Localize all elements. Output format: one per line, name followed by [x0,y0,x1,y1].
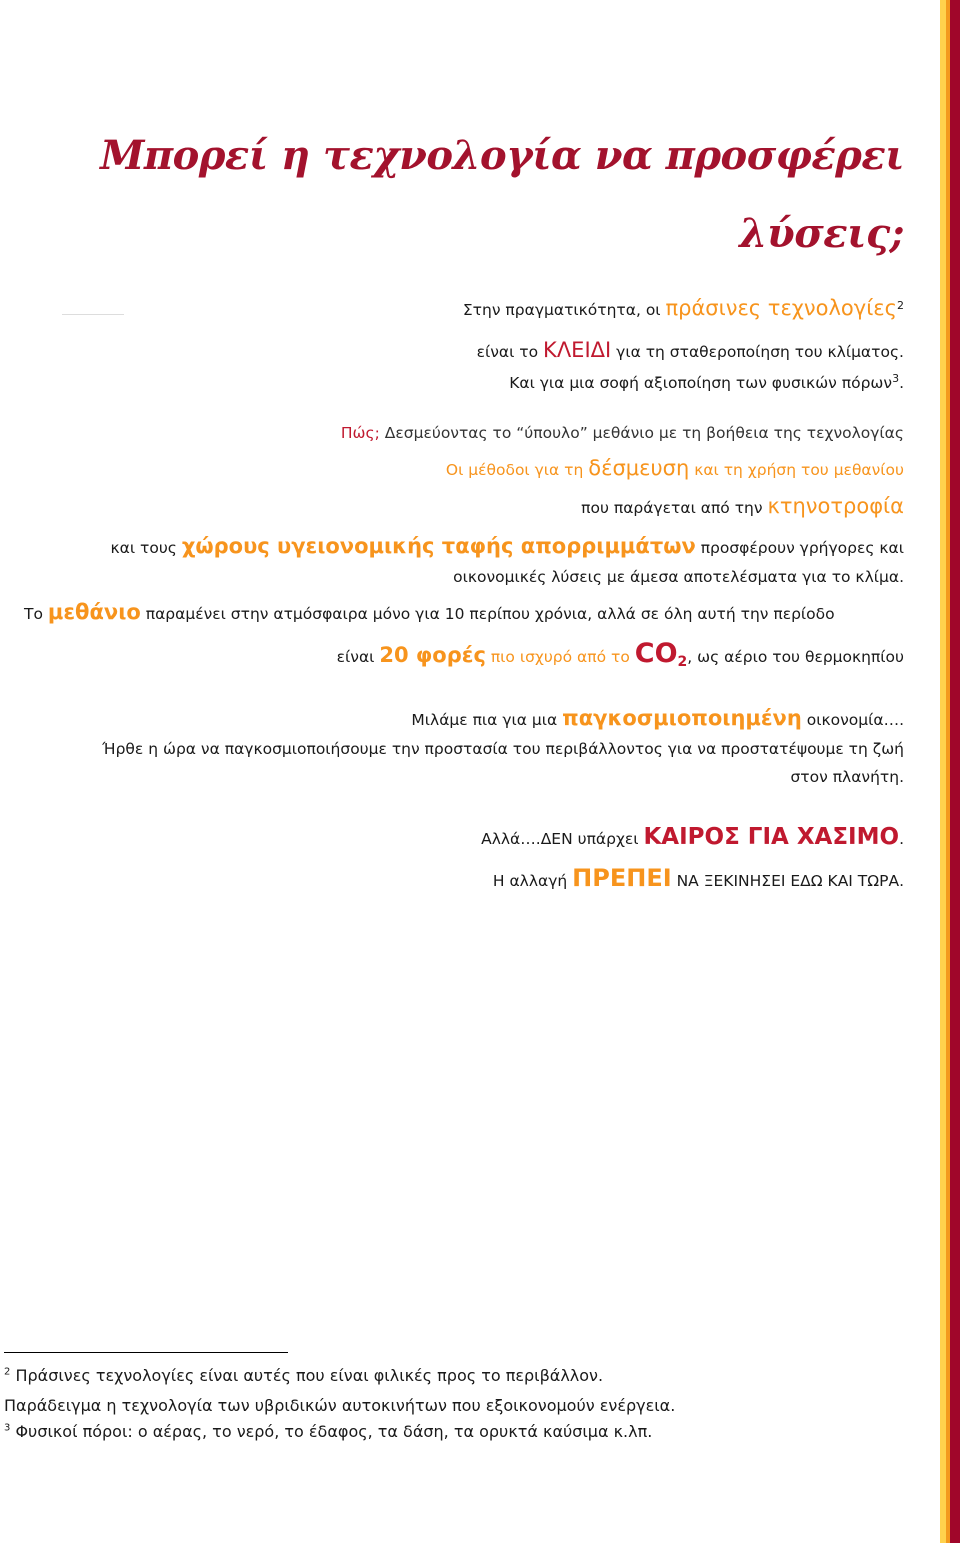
no-time-highlight: ΚΑΙΡΟΣ ΓΙΑ ΧΑΣΙΜΟ [643,824,900,850]
footnote-2-continued: Παράδειγμα η τεχνολογία των υβριδικών αυτοκινήτων που εξοικονομούν ενέργεια. [4,1396,676,1415]
how-text: που παράγεται από την [581,499,768,517]
closing-text: ΝΑ ΞΕΚΙΝΗΣΕΙ ΕΔΩ ΚΑΙ ΤΩΡΑ. [671,872,904,890]
twenty-times-highlight: 20 φορές [379,643,486,667]
how-text: Δεσμεύοντας το “ύπουλο” μεθάνιο με τη βοήθεια της τεχνολογίας [379,424,904,442]
footnote-3 [4,1422,652,1441]
livestock-highlight: κτηνοτροφία [767,494,904,518]
intro-text: Και για μια σοφή αξιοποίηση των φυσικών πόρων [509,374,893,393]
methane-text: παραμένει στην ατμόσφαιρα μόνο για 10 περίπου χρόνια, αλλά σε όλη αυτή την περίοδο [140,605,835,623]
page-title-line-1: Μπορεί η τεχνολογία να προσφέρει [100,132,904,179]
must-highlight: ΠΡΕΠΕΙ [572,864,672,892]
how-text: και τους [110,539,182,557]
footnote-separator [4,1352,288,1353]
methane-line-2 [337,638,904,671]
how-line-4 [110,534,904,559]
closing-line-1 [481,824,904,852]
methane-text: πιο ισχυρό από το [485,648,635,666]
closing-text: . [899,830,904,848]
intro-line-1 [463,296,904,321]
methane-text: Το [24,605,48,623]
footnote-mark-3: 3 [4,1422,11,1434]
key-highlight: ΚΛΕΙΔΙ [543,338,612,362]
co2-subscript: 2 [677,654,688,671]
footnote-2 [4,1366,603,1385]
decorative-side-bar [940,0,960,1543]
how-line-5: οικονομικές λύσεις με άμεσα αποτελέσματα για το κλίμα. [453,568,904,586]
global-text: Μιλάμε πια για μια [411,711,563,729]
methane-text: , ως αέριο του θερμοκηπίου [687,648,904,666]
intro-line-2 [477,338,904,363]
capture-highlight: δέσμευση [588,456,690,480]
intro-text: είναι το [476,343,544,361]
green-technologies-highlight: πράσινες τεχνολογίες [665,296,897,320]
footnote-text: Φυσικοί πόροι: ο αέρας, το νερό, το έδαφος, τα δάση, τα ορυκτά καύσιμα κ.λπ. [10,1422,653,1441]
footnote-mark-2: 2 [4,1366,11,1378]
global-line-2: Ήρθε η ώρα να παγκοσμιοποιήσουμε την προστασία του περιβάλλοντος για να προστατέψουμε τη ζωή [102,740,904,758]
closing-text: Η αλλαγή [492,872,573,890]
global-text: οικονομία…. [801,711,904,729]
co2-highlight: CO [634,638,678,669]
how-text: Οι μέθοδοι για τη [445,461,589,479]
global-line-3: στον πλανήτη. [790,768,904,786]
landfills-highlight: χώρους υγειονομικής ταφής απορριμμάτων [181,534,696,558]
methane-line-1 [24,600,835,625]
methane-text: είναι [336,648,380,666]
decorative-divider [62,314,124,315]
side-bar-crimson-stripe [950,0,960,1543]
closing-text: Αλλά….ΔΕΝ υπάρχει [481,830,644,848]
intro-text: . [899,374,904,393]
how-text: και τη χρήση του μεθανίου [689,461,904,479]
footnote-ref-3[interactable]: 3 [892,372,900,385]
page-title-line-2: λύσεις; [739,210,904,257]
intro-text: Στην πραγματικότητα, οι [462,301,666,319]
how-line-3 [581,494,904,519]
intro-line-3 [509,372,904,393]
how-question: Πώς; [340,424,380,442]
how-line-2 [446,456,904,481]
footnote-text: Πράσινες τεχνολογίες είναι αυτές που είναι φιλικές προς το περιβάλλον. [10,1366,604,1385]
footnote-ref-2[interactable]: 2 [897,298,904,312]
intro-text: για τη σταθεροποίηση του κλίματος. [611,343,904,361]
how-line-1 [341,424,904,443]
methane-highlight: μεθάνιο [47,600,141,624]
closing-line-2 [493,864,904,893]
globalized-highlight: παγκοσμιοποιημένη [562,706,802,730]
how-text: προσφέρουν γρήγορες και [695,539,904,557]
global-line-1 [411,706,904,731]
